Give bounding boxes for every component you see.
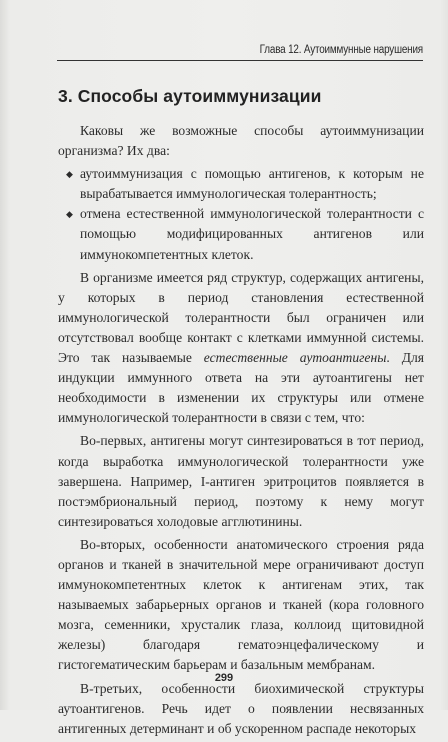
section-title: 3. Способы аутоиммунизации <box>58 86 322 106</box>
italic-term: естественные аутоантигены <box>203 350 387 366</box>
paragraph-text: . Для индукции иммунного ответа на эти аутоантигены нет необходимости в изменении их структуры или отмене иммунологической толерантности в связи с тем, что: <box>58 350 424 426</box>
list-item-text: отмена естественной иммунологической толерантности с помощью модифицированных антигенов или иммунокомпетентных клеток. <box>80 206 424 262</box>
paragraph-text: В организме имеется ряд структур, содержащих антигены, у которых в период становления естественной иммунологической толерантности был ограничен или отсутствовал вообще контакт с клетками иммунной системы. Это так называемые <box>58 269 424 366</box>
list-item-text: аутоиммунизация с помощью антигенов, к которым не вырабатывается иммунологическая толерантность; <box>80 166 424 202</box>
diamond-bullet-icon: ◆ <box>66 169 73 180</box>
paragraph-natural-autoantigens <box>58 268 424 429</box>
header-rule <box>57 60 423 61</box>
paragraph-thirdly: В-третьих, особенности биохимической структуры аутоантигенов. Речь идет о появлении несвязанных антигенных детерминант и об ускоренном распаде некоторых <box>58 680 424 736</box>
bullet-list <box>58 164 424 264</box>
page-number: 299 <box>214 672 234 684</box>
intro-paragraph: Каковы же возможные способы аутоиммунизации организма? Их два: <box>58 123 424 159</box>
body-text <box>58 121 424 742</box>
paragraph-secondly: Во-вторых, особенности анатомического строения ряда органов и тканей в значительной мере ограничивают доступ иммунокомпетентных клеток к антигенам этих, так называемых забарьерных органов и тканей (кора головного мозга, семенники, хрусталик глаза, коллоид щитовидной железы) благодаря гематоэнцефалическому и гистогематическим барьерам и базальным мембранам. <box>58 536 424 673</box>
running-header: Глава 12. Аутоиммунные нарушения <box>259 44 423 56</box>
list-item <box>58 204 424 264</box>
diamond-bullet-icon: ◆ <box>66 209 73 220</box>
list-item <box>58 164 424 204</box>
paragraph-firstly: Во-первых, антигены могут синтезироваться в тот период, когда выработка иммунологической толерантности уже завершена. Например, I-антиген эритроцитов появляется в постэмбриональный период, поэтому к нему могут синтезироваться холодовые агглютинины. <box>58 433 424 529</box>
